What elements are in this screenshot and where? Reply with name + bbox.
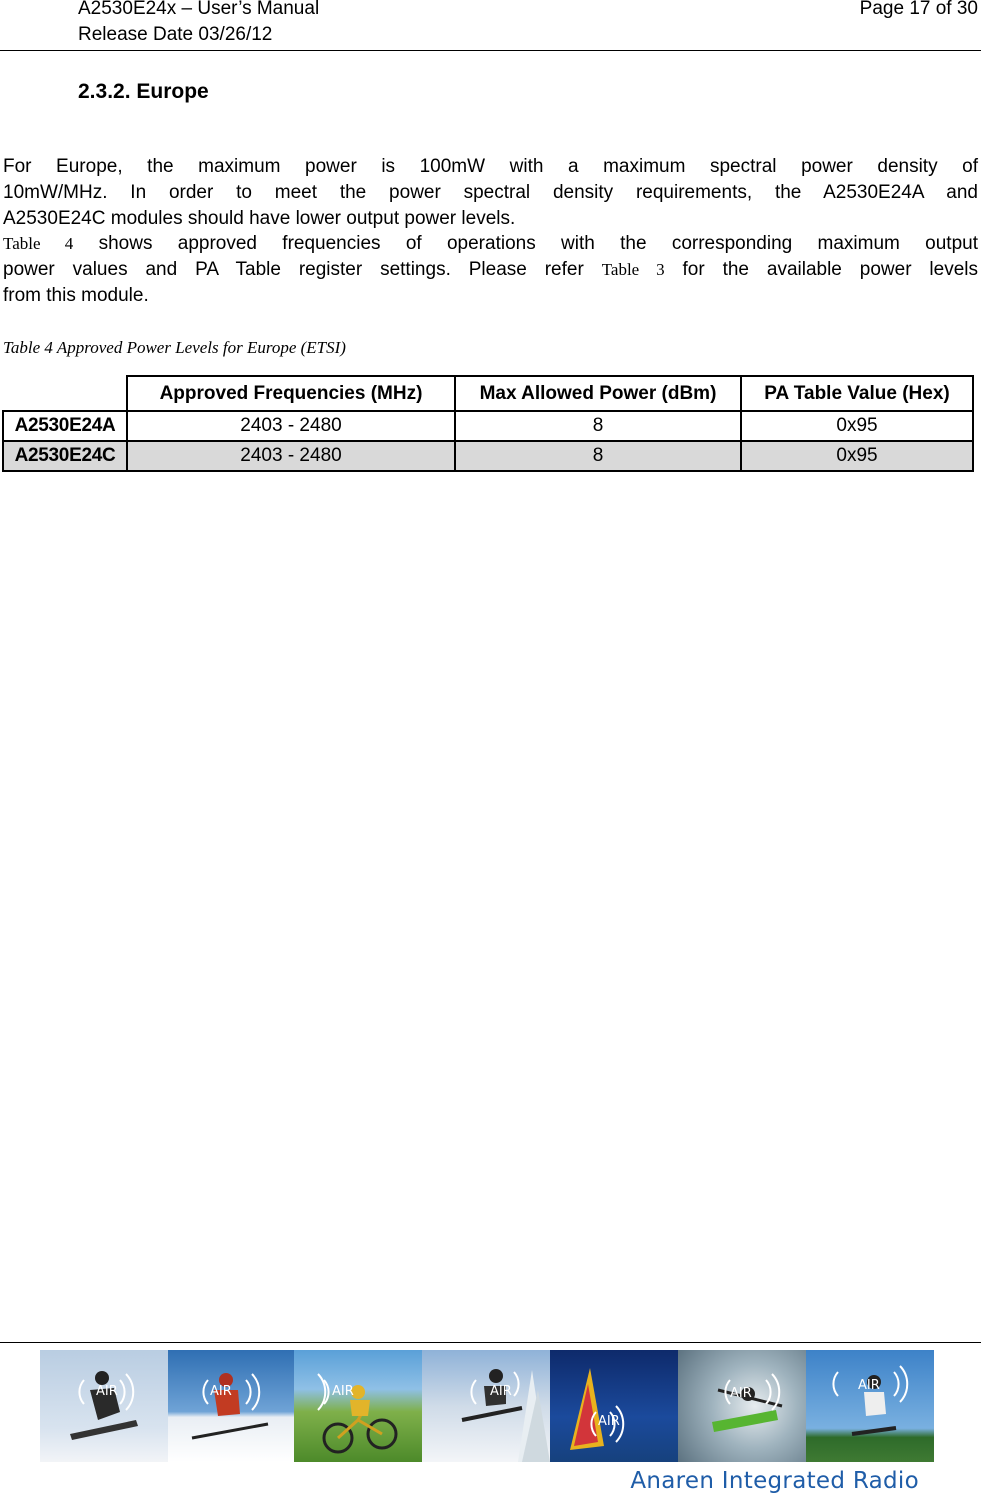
- paragraph-power-limits: [3, 154, 978, 232]
- paragraph-line: [3, 231, 978, 257]
- paragraph-text: for the available power levels: [664, 259, 978, 280]
- table-cell: 0x95: [741, 441, 973, 471]
- brand-name: Anaren Integrated Radio: [630, 1468, 919, 1494]
- kayaker-figure-icon: [678, 1350, 806, 1462]
- footer-divider: [0, 1342, 981, 1343]
- table-header: Approved Frequencies (MHz): [127, 376, 455, 411]
- snowboard-jump-icon: [422, 1350, 550, 1462]
- table-4-link[interactable]: Table 4: [3, 234, 74, 253]
- table-row: [3, 441, 973, 471]
- table-header: Max Allowed Power (dBm): [455, 376, 741, 411]
- snow-trees-photo: [422, 1350, 550, 1462]
- paragraph-text: power values and PA Table register settings. Please refer: [3, 259, 602, 280]
- windsurf-photo: [550, 1350, 678, 1462]
- snowboarder-figure-icon: [40, 1350, 168, 1462]
- approved-power-table: [2, 375, 974, 472]
- air-badge: AIR: [210, 1384, 232, 1399]
- air-badge: AIR: [96, 1384, 118, 1399]
- page-number: Page 17 of 30: [859, 0, 978, 19]
- paragraph-line: [3, 257, 978, 283]
- manual-title: A2530E24x – User’s Manual: [78, 0, 320, 19]
- paragraph-line: from this module.: [3, 285, 149, 306]
- table-cell: 2403 - 2480: [127, 441, 455, 471]
- table-cell: 8: [455, 411, 741, 441]
- table-3-link[interactable]: Table 3: [601, 260, 665, 279]
- paragraph-line: For Europe, the maximum power is 100mW with a maximum spectral power density of: [3, 156, 978, 177]
- table-header-blank: [3, 376, 127, 411]
- bike-photo: [294, 1350, 422, 1462]
- skater-figure-icon: [806, 1350, 934, 1462]
- ski-photo: [168, 1350, 294, 1462]
- header-divider: [0, 50, 981, 51]
- cyclist-figure-icon: [294, 1350, 422, 1462]
- paragraph-text: shows approved frequencies of operations with the corresponding maximum output: [73, 233, 978, 254]
- table-cell-model: A2530E24A: [3, 411, 127, 441]
- kayak-photo: [678, 1350, 806, 1462]
- table-caption: Table 4 Approved Power Levels for Europe (ETSI): [3, 338, 346, 357]
- footer-photo-banner: [40, 1350, 934, 1462]
- section-heading: 2.3.2. Europe: [78, 80, 209, 103]
- table-cell-model: A2530E24C: [3, 441, 127, 471]
- table-cell: 8: [455, 441, 741, 471]
- paragraph-table-reference: [3, 231, 978, 309]
- air-badge: AIR: [598, 1414, 620, 1429]
- air-badge: AIR: [332, 1384, 354, 1399]
- table-header: PA Table Value (Hex): [741, 376, 973, 411]
- air-badge: AIR: [490, 1384, 512, 1399]
- table-row: [3, 411, 973, 441]
- skier-figure-icon: [168, 1350, 294, 1462]
- table-cell: 0x95: [741, 411, 973, 441]
- page-header: [0, 0, 981, 52]
- paragraph-line: A2530E24C modules should have lower output power levels.: [3, 208, 516, 229]
- skate-photo: [806, 1350, 934, 1462]
- release-date: Release Date 03/26/12: [78, 24, 273, 45]
- paragraph-line: 10mW/MHz. In order to meet the power spectral density requirements, the A2530E24A and: [3, 182, 978, 203]
- snowboard-photo: [40, 1350, 168, 1462]
- table-cell: 2403 - 2480: [127, 411, 455, 441]
- air-badge: AIR: [730, 1386, 752, 1401]
- air-badge: AIR: [858, 1378, 880, 1393]
- windsurf-sail-icon: [550, 1350, 678, 1462]
- table-header-row: [3, 376, 973, 411]
